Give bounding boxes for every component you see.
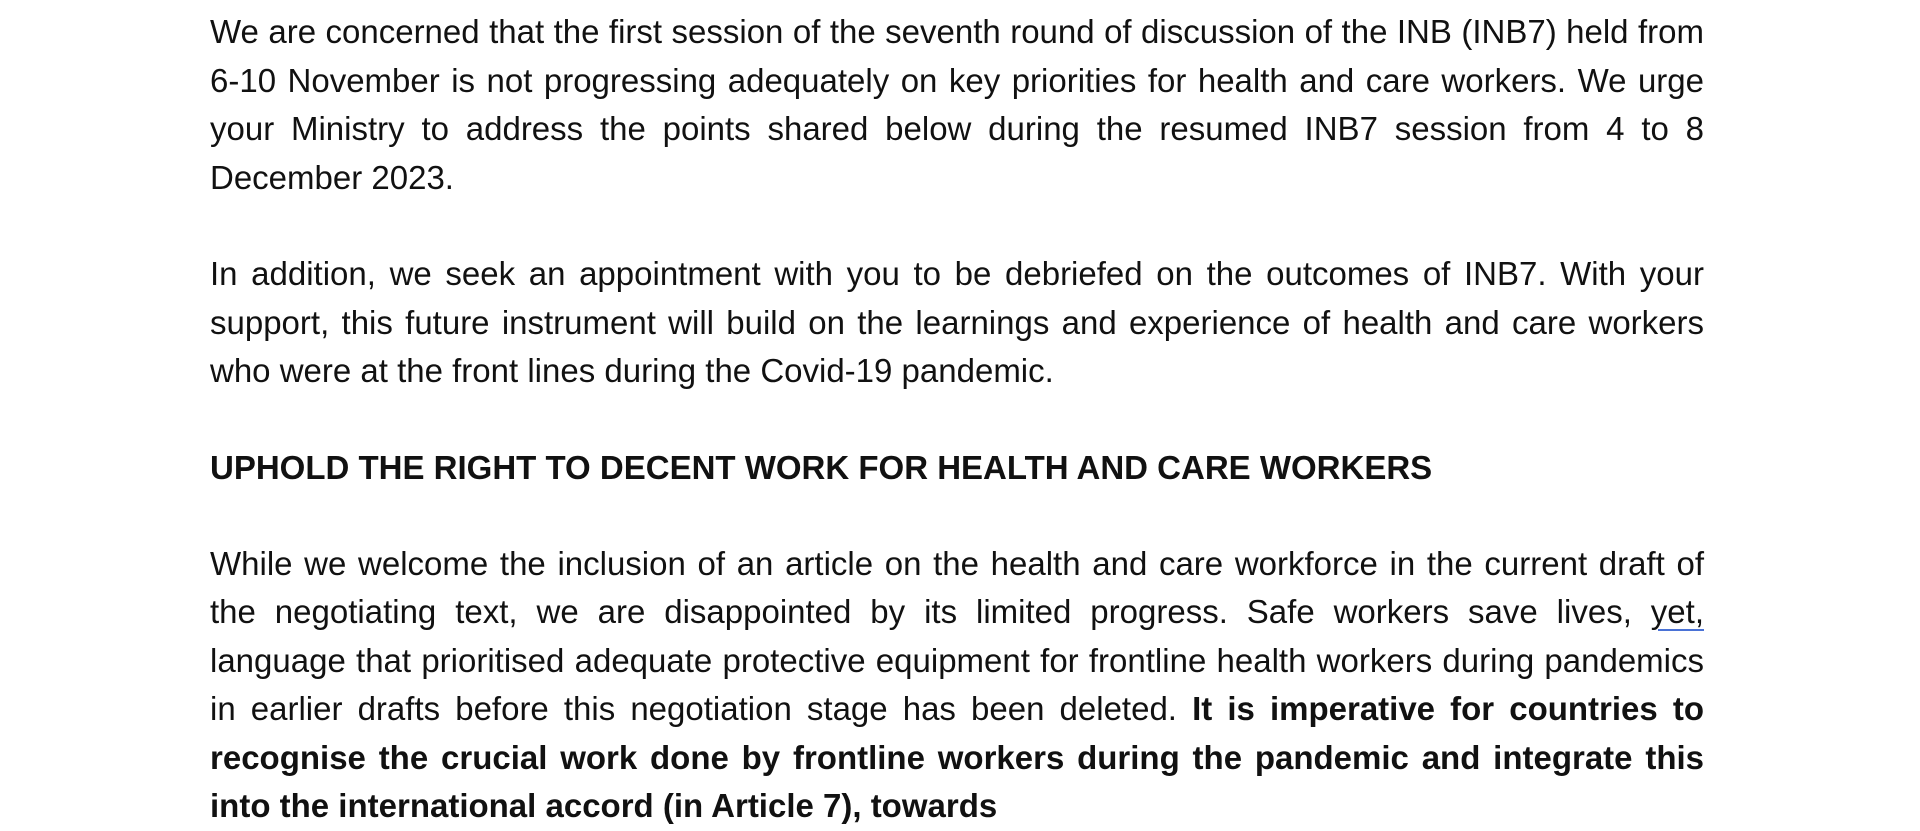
spellcheck-underlined-word[interactable]: yet,	[1650, 593, 1704, 630]
paragraph-text-segment: While we welcome the inclusion of an article on the health and care workforce in the current draft of the negotiating text, we are disappointed by its limited progress. Safe workers save lives,	[210, 544, 1704, 630]
paragraph-spacer	[210, 396, 1704, 444]
paragraph-concern-inb7: We are concerned that the first session of the seventh round of discussion of the INB (INB7) held from 6-10 November is not progressing adequately on key priorities for health and care workers. We urge your Ministry to address the points shared below during the resumed INB7 session from 4 to 8 December 2023.	[210, 13, 1704, 196]
bold-emphasis-text: It is imperative for countries to recognise the crucial work done by frontline workers during the pandemic and integrate this into the international accord (in Article 7), towards	[210, 690, 1704, 824]
paragraph-text-segment: language that prioritised adequate protective equipment for frontline health workers during pandemics in earlier drafts before this negotiation stage has been deleted.	[210, 641, 1704, 727]
paragraph-spacer	[210, 492, 1704, 540]
document-page	[210, 8, 1704, 831]
paragraph-appointment-request: In addition, we seek an appointment with you to be debriefed on the outcomes of INB7. With your support, this future instrument will build on the learnings and experience of health and care workers who were at the front lines during the Covid-19 pandemic.	[210, 255, 1704, 389]
paragraph-spacer	[210, 202, 1704, 250]
paragraph-workforce-article	[210, 540, 1704, 831]
section-heading-decent-work: UPHOLD THE RIGHT TO DECENT WORK FOR HEALTH AND CARE WORKERS	[210, 448, 1433, 486]
